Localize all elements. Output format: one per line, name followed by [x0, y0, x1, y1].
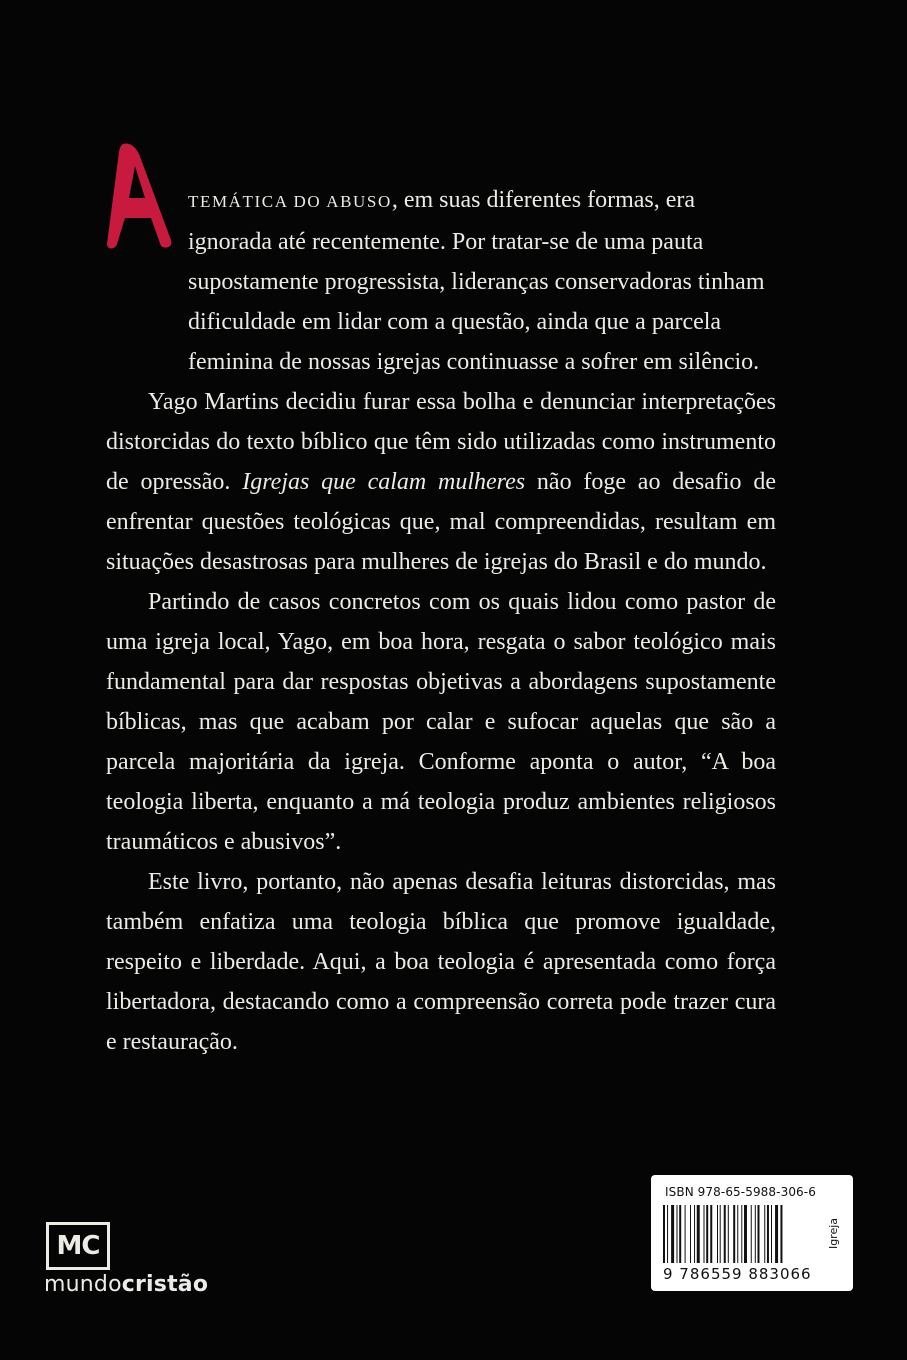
paragraph-1-rest: , em suas diferentes formas, era ignorada até recentemente. Por tratar-se de uma pauta supostamente progressista, lideranças conservadoras tinham dificuldade em lidar com a questão, ainda que a parcela feminina de nossas igrejas continuasse a sofrer em silêncio. [188, 187, 765, 375]
publisher-word-light: mundo [44, 1272, 122, 1297]
publisher-wordmark [44, 1272, 208, 1297]
paragraph-2-end: não foge ao desafio de enfrentar questões teológicas que, mal compreendidas, resultam em situações desastrosas para mulheres de igrejas do Brasil e do mundo. [106, 469, 777, 575]
paragraph-2 [106, 382, 776, 582]
isbn-number: ISBN 978-65-5988-306-6 [665, 1185, 816, 1199]
book-title-italic: Igrejas que calam mulheres [242, 469, 526, 495]
paragraph-1 [106, 180, 776, 382]
publisher-logo [44, 1222, 208, 1297]
paragraph-3: Partindo de casos concretos com os quais lidou como pastor de uma igreja local, Yago, em boa hora, resgata o sabor teológico mais fundamental para dar respostas objetivas a abordagens supostamente bíblicas, mas que acabam por calar e sufocar aquelas que são a parcela majoritária da igreja. Conforme aponta o autor, “A boa teologia liberta, enquanto a má teologia produz ambientes religiosos traumáticos e abusivos”. [106, 589, 776, 855]
lead-in-smallcaps: TEMÁTICA DO ABUSO [188, 192, 392, 211]
publisher-mark: MC [46, 1222, 110, 1270]
barcode-bars [663, 1205, 819, 1265]
back-cover-text [106, 180, 776, 1062]
paragraph-4: Este livro, portanto, não apenas desafia leituras distorcidas, mas também enfatiza uma teologia bíblica que promove igualdade, respeito e liberdade. Aqui, a boa teologia é apresentada como força libertadora, destacando como a compreensão correta pode trazer cura e restauração. [106, 869, 776, 1055]
category-label: Igreja [826, 1217, 840, 1250]
publisher-word-bold: cristão [121, 1272, 209, 1297]
barcode-digits: 9 786559 883066 [663, 1265, 812, 1283]
paragraph-2-start: Yago Martins decidiu furar essa bolha e denunciar interpretações distorcidas do texto bíblico que têm sido utilizadas como instrumento de opressão. [106, 389, 776, 495]
isbn-barcode-label [651, 1175, 853, 1291]
